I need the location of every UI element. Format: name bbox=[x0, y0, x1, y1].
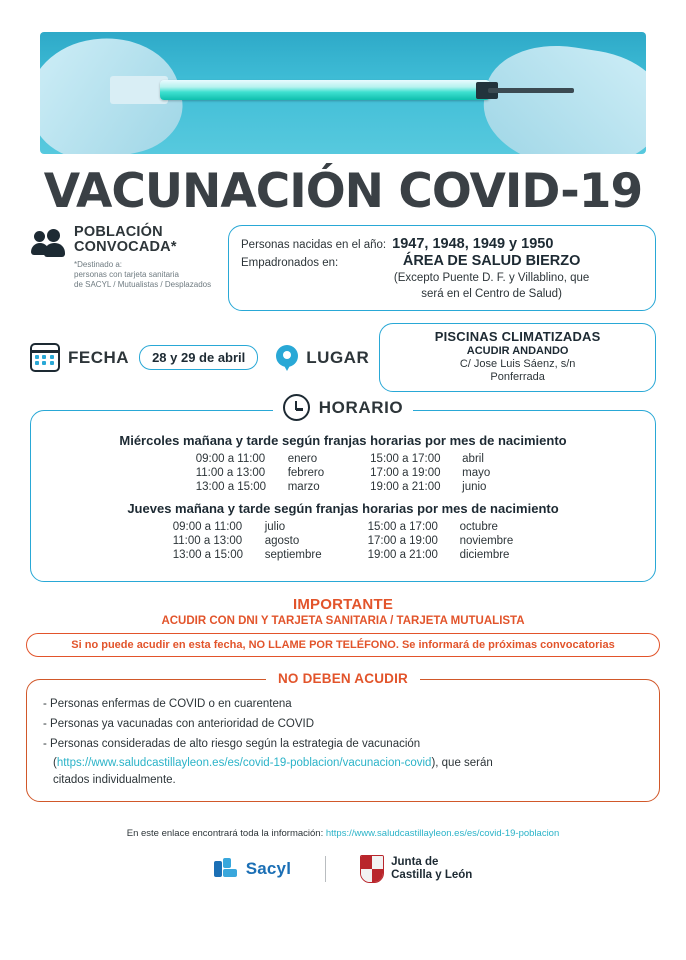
slot-month: abril bbox=[462, 453, 484, 466]
link-prefix: ( bbox=[53, 757, 57, 770]
slot-month: enero bbox=[287, 453, 318, 466]
slot-time: 09:00 a 11:00 bbox=[172, 521, 243, 534]
slot-time: 17:00 a 19:00 bbox=[370, 467, 441, 480]
no-deben-acudir-title: NO DEBEN ACUDIR bbox=[266, 671, 420, 686]
slot-row bbox=[370, 453, 490, 465]
slot-month: junio bbox=[462, 481, 487, 494]
slot-month: agosto bbox=[264, 535, 300, 548]
slot-month: julio bbox=[264, 521, 286, 534]
vacunacion-covid-link[interactable]: https://www.saludcastillayleon.es/es/covid-19-poblacion/vacunacion-covid bbox=[56, 757, 432, 770]
importante-notice-bar: Si no puede acudir en esta fecha, NO LLAME POR TELÉFONO. Se informará de próximas convocatorias bbox=[26, 633, 660, 657]
registered-label: Empadronados en: bbox=[241, 256, 339, 269]
list-item-last-line: citados individualmente. bbox=[53, 774, 176, 787]
slot-month: noviembre bbox=[459, 535, 514, 548]
slot-month: marzo bbox=[287, 481, 320, 494]
syringe-needle-shape bbox=[488, 88, 574, 93]
page-title: VACUNACIÓN COVID-19 bbox=[43, 164, 643, 219]
sacyl-logo-text: Sacyl bbox=[245, 858, 292, 878]
lugar-line1: PISCINAS CLIMATIZADAS bbox=[434, 329, 601, 345]
list-item-link-line bbox=[43, 755, 643, 772]
poblacion-footnote-3: de SACYL / Mutualistas / Desplazados bbox=[74, 280, 212, 290]
syringe-barrel-shape bbox=[160, 80, 490, 100]
afternoon-slots bbox=[370, 453, 490, 493]
lugar-line2: ACUDIR ANDANDO bbox=[466, 344, 569, 357]
slot-month: mayo bbox=[462, 467, 491, 480]
people-icon bbox=[30, 229, 68, 263]
slot-row bbox=[368, 535, 514, 547]
registered-note-1: (Excepto Puente D. F. y Villablino, que bbox=[393, 271, 590, 284]
sacyl-mark-icon bbox=[214, 858, 240, 880]
location-pin-icon bbox=[276, 343, 298, 373]
poblacion-section bbox=[30, 225, 656, 311]
calendar-icon bbox=[30, 343, 60, 372]
registered-note-2: será en el Centro de Salud) bbox=[421, 287, 562, 300]
slot-row bbox=[368, 521, 514, 533]
horario-day-title: Jueves mañana y tarde según franjas horarias por mes de nacimiento bbox=[127, 501, 559, 517]
junta-logo bbox=[360, 855, 472, 883]
footer-info-line bbox=[22, 828, 664, 839]
slot-row bbox=[368, 549, 514, 561]
slot-month: diciembre bbox=[459, 549, 510, 562]
junta-shield-icon bbox=[360, 855, 384, 883]
junta-logo-text bbox=[391, 856, 472, 882]
no-deben-acudir-header bbox=[27, 670, 659, 688]
footer-info-text: En este enlace encontrará toda la información: bbox=[126, 827, 324, 839]
slot-time: 09:00 a 11:00 bbox=[195, 453, 266, 466]
horario-day-slots bbox=[45, 453, 641, 493]
importante-subtitle: ACUDIR CON DNI Y TARJETA SANITARIA / TARJETA MUTUALISTA bbox=[161, 615, 525, 628]
slot-month: octubre bbox=[459, 521, 498, 534]
slot-month: septiembre bbox=[264, 549, 322, 562]
clock-icon bbox=[283, 394, 310, 421]
lugar-details-box bbox=[379, 323, 656, 392]
slot-row bbox=[370, 481, 490, 493]
fecha-label: FECHA bbox=[68, 347, 130, 367]
slot-time: 15:00 a 17:00 bbox=[370, 453, 441, 466]
slot-row bbox=[173, 549, 322, 561]
morning-slots bbox=[196, 453, 324, 493]
horario-day-title: Miércoles mañana y tarde según franjas horarias por mes de nacimiento bbox=[119, 433, 567, 449]
slot-time: 19:00 a 21:00 bbox=[370, 481, 441, 494]
horario-label: HORARIO bbox=[318, 397, 404, 417]
footer-logos bbox=[22, 855, 664, 883]
slot-row bbox=[196, 467, 324, 479]
list-item: - Personas enfermas de COVID o en cuarentena bbox=[43, 698, 292, 711]
importante-title: IMPORTANTE bbox=[292, 596, 394, 614]
slot-row bbox=[370, 467, 490, 479]
lugar-label: LUGAR bbox=[306, 347, 370, 367]
horario-day-slots bbox=[45, 521, 641, 561]
afternoon-slots bbox=[368, 521, 514, 561]
born-year-value: 1947, 1948, 1949 y 1950 bbox=[392, 236, 554, 252]
gloved-hand-right-shape bbox=[476, 35, 646, 154]
poblacion-label-group bbox=[74, 225, 226, 290]
sacyl-logo bbox=[214, 858, 291, 880]
horario-header bbox=[31, 394, 655, 421]
slot-row bbox=[173, 535, 322, 547]
slot-time: 19:00 a 21:00 bbox=[367, 549, 438, 562]
slot-time: 11:00 a 13:00 bbox=[172, 535, 243, 548]
slot-time: 13:00 a 15:00 bbox=[172, 549, 244, 562]
poblacion-heading-line2: CONVOCADA* bbox=[74, 239, 177, 256]
junta-logo-line1: Junta de bbox=[391, 855, 439, 868]
poblacion-details-box bbox=[228, 225, 656, 311]
lugar-line3: C/ Jose Luis Sáenz, s/n bbox=[459, 358, 576, 371]
slot-row bbox=[196, 453, 324, 465]
lugar-line4: Ponferrada bbox=[490, 371, 545, 384]
fecha-value: 28 y 29 de abril bbox=[139, 345, 258, 370]
list-item: - Personas ya vacunadas con anterioridad de COVID bbox=[43, 718, 315, 731]
horario-section bbox=[30, 397, 656, 582]
syringe-hero-image bbox=[40, 32, 646, 154]
born-year-label: Personas nacidas en el año: bbox=[241, 239, 387, 251]
footer-info-link[interactable]: https://www.saludcastillayleon.es/es/covid-19-poblacion bbox=[325, 827, 560, 839]
no-deben-acudir-section bbox=[26, 671, 660, 801]
poblacion-footnote-2: personas con tarjeta sanitaria bbox=[74, 270, 179, 280]
logo-divider bbox=[325, 856, 326, 882]
slot-row bbox=[173, 521, 322, 533]
poblacion-heading-line1: POBLACIÓN bbox=[74, 224, 163, 240]
slot-time: 15:00 a 17:00 bbox=[367, 521, 438, 534]
registered-value: ÁREA DE SALUD BIERZO bbox=[402, 252, 581, 269]
slot-time: 13:00 a 15:00 bbox=[195, 481, 267, 494]
link-suffix: ), que serán bbox=[431, 757, 493, 770]
junta-logo-line2: Castilla y León bbox=[391, 868, 473, 881]
slot-month: febrero bbox=[287, 467, 325, 480]
registered-row bbox=[241, 252, 645, 302]
poblacion-footnote-1: *Destinado a: bbox=[74, 260, 123, 270]
slot-time: 17:00 a 19:00 bbox=[367, 535, 438, 548]
slot-row bbox=[196, 481, 324, 493]
morning-slots bbox=[173, 521, 322, 561]
fecha-lugar-section bbox=[30, 323, 656, 392]
slot-time: 11:00 a 13:00 bbox=[195, 467, 266, 480]
list-item: - Personas consideradas de alto riesgo según la estrategia de vacunación bbox=[43, 737, 421, 750]
